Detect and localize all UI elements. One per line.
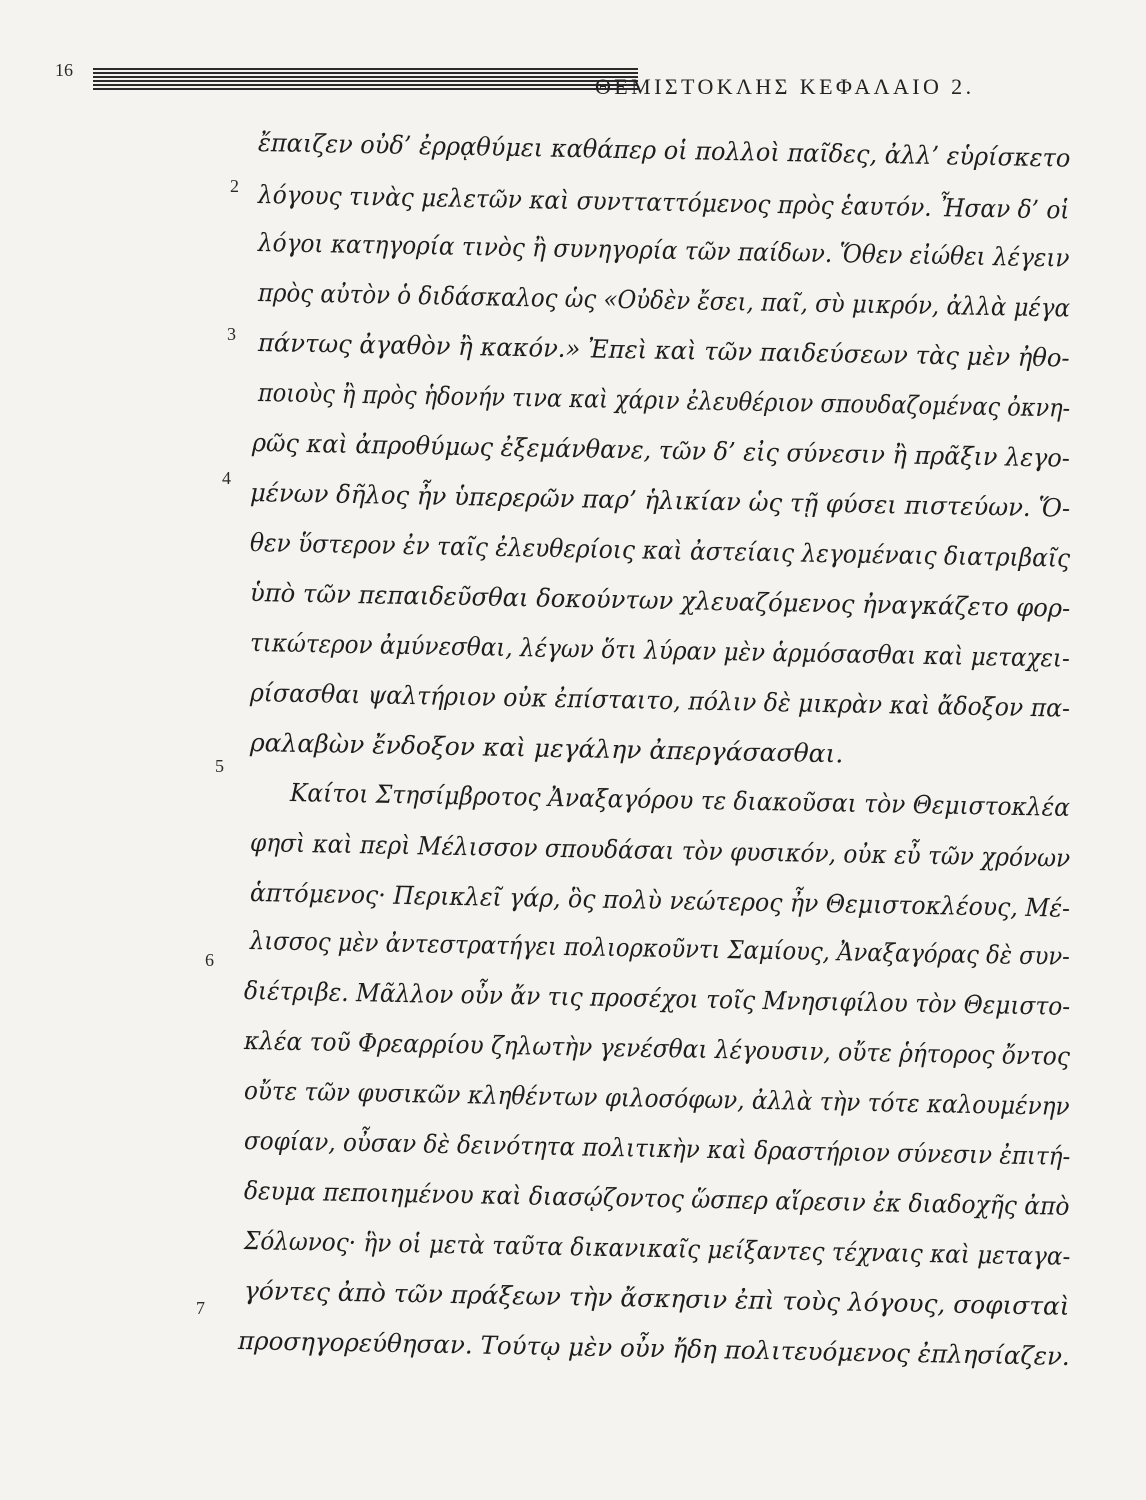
- text-line: οὔτε τῶν φυσικῶν κληθέντων φιλοσόφων, ἀλλὰ τὴν τότε καλουμένην: [243, 1076, 1070, 1121]
- text-line: προσηγορεύθησαν. Τούτῳ μὲν οὖν ἤδη πολιτευόμενος ἐπλησίαζεν.: [237, 1326, 1071, 1371]
- text-line: κλέα τοῦ Φρεαρρίου ζηλωτὴν γενέσθαι λέγουσιν, οὔτε ῥήτορος ὄντος: [243, 1026, 1071, 1071]
- text-line: φησὶ καὶ περὶ Μέλισσον σπουδάσαι τὸν φυσικόν, οὐκ εὖ τῶν χρόνων: [249, 828, 1071, 873]
- page-number: 16: [55, 60, 73, 80]
- text-line: λισσος μὲν ἀντεστρατήγει πολιορκοῦντι Σαμίους, Ἀναξαγόρας δὲ συν-: [249, 926, 1071, 971]
- text-line: γόντες ἀπὸ τῶν πράξεων τὴν ἄσκησιν ἐπὶ τοὺς λόγους, σοφισταὶ: [243, 1276, 1070, 1321]
- text-line: πρὸς αὐτὸν ὁ διδάσκαλος ὡς «Οὐδὲν ἔσει, παῖ, σὺ μικρόν, ἀλλὰ μέγα: [257, 278, 1071, 323]
- text-line: Καίτοι Στησίμβροτος Ἀναξαγόρου τε διακοῦσαι τὸν Θεμιστοκλέα: [289, 778, 1071, 822]
- section-number: 7: [196, 1298, 205, 1318]
- chapter-title: ΘΕΜΙΣΤΟΚΛΗΣ ΚΕΦΑΛΑΙΟ 2.: [595, 74, 975, 99]
- text-line: τικώτερον ἀμύνεσθαι, λέγων ὅτι λύραν μὲν ἁρμόσασθαι καὶ μεταχει-: [249, 628, 1071, 673]
- text-line: ποιοὺς ἢ πρὸς ἡδονήν τινα καὶ χάριν ἐλευθέριον σπουδαζομένας ὀκνη-: [257, 378, 1071, 423]
- text-line: ἁπτόμενος· Περικλεῖ γάρ, ὃς πολὺ νεώτερος ἦν Θεμιστοκλέους, Μέ-: [249, 878, 1071, 923]
- section-number: 3: [227, 324, 236, 344]
- section-number: 5: [215, 756, 224, 776]
- section-number: 2: [230, 176, 239, 196]
- section-number: 6: [205, 950, 214, 970]
- text-line: θεν ὕστερον ἐν ταῖς ἐλευθερίοις καὶ ἀστείαις λεγομέναις διατριβαῖς: [249, 528, 1071, 573]
- text-line: ἔπαιζεν οὐδ’ ἐρρᾳθύμει καθάπερ οἱ πολλοὶ παῖδες, ἀλλ’ εὑρίσκετο: [257, 128, 1071, 173]
- section-number: 4: [222, 468, 231, 488]
- text-line: πάντως ἀγαθὸν ἢ κακόν.» Ἐπεὶ καὶ τῶν παιδεύσεων τὰς μὲν ἠθο-: [257, 328, 1070, 373]
- text-line: ρίσασθαι ψαλτήριον οὐκ ἐπίσταιτο, πόλιν δὲ μικρὰν καὶ ἄδοξον πα-: [249, 678, 1071, 723]
- text-line: λόγοι κατηγορία τινὸς ἢ συνηγορία τῶν παίδων. Ὅθεν εἰώθει λέγειν: [257, 228, 1070, 273]
- text-line: σοφίαν, οὖσαν δὲ δεινότητα πολιτικὴν καὶ δραστήριον σύνεσιν ἐπιτή-: [243, 1126, 1071, 1171]
- text-line: διέτριβε. Μᾶλλον οὖν ἄν τις προσέχοι τοῖς Μνησιφίλου τὸν Θεμιστο-: [243, 976, 1071, 1021]
- text-line: μένων δῆλος ἦν ὑπερερῶν παρ’ ἡλικίαν ὡς τῇ φύσει πιστεύων. Ὅ-: [249, 478, 1071, 523]
- text-line: Σόλωνος· ἣν οἱ μετὰ ταῦτα δικανικαῖς μείξαντες τέχναις καὶ μεταγα-: [243, 1226, 1071, 1271]
- text-line: ραλαβὼν ἔνδοξον καὶ μεγάλην ἀπεργάσασθαι.: [249, 728, 844, 769]
- text-line: ὑπὸ τῶν πεπαιδεῦσθαι δοκούντων χλευαζόμενος ἠναγκάζετο φορ-: [249, 578, 1071, 623]
- text-line: ρῶς καὶ ἀπροθύμως ἐξεμάνθανε, τῶν δ’ εἰς σύνεσιν ἢ πρᾶξιν λεγο-: [251, 428, 1071, 473]
- text-line: δευμα πεποιημένου καὶ διασῴζοντος ὥσπερ αἵρεσιν ἐκ διαδοχῆς ἀπὸ: [243, 1176, 1070, 1221]
- text-line: λόγους τινὰς μελετῶν καὶ συντταττόμενος πρὸς ἑαυτόν. Ἦσαν δ’ οἱ: [257, 180, 1070, 225]
